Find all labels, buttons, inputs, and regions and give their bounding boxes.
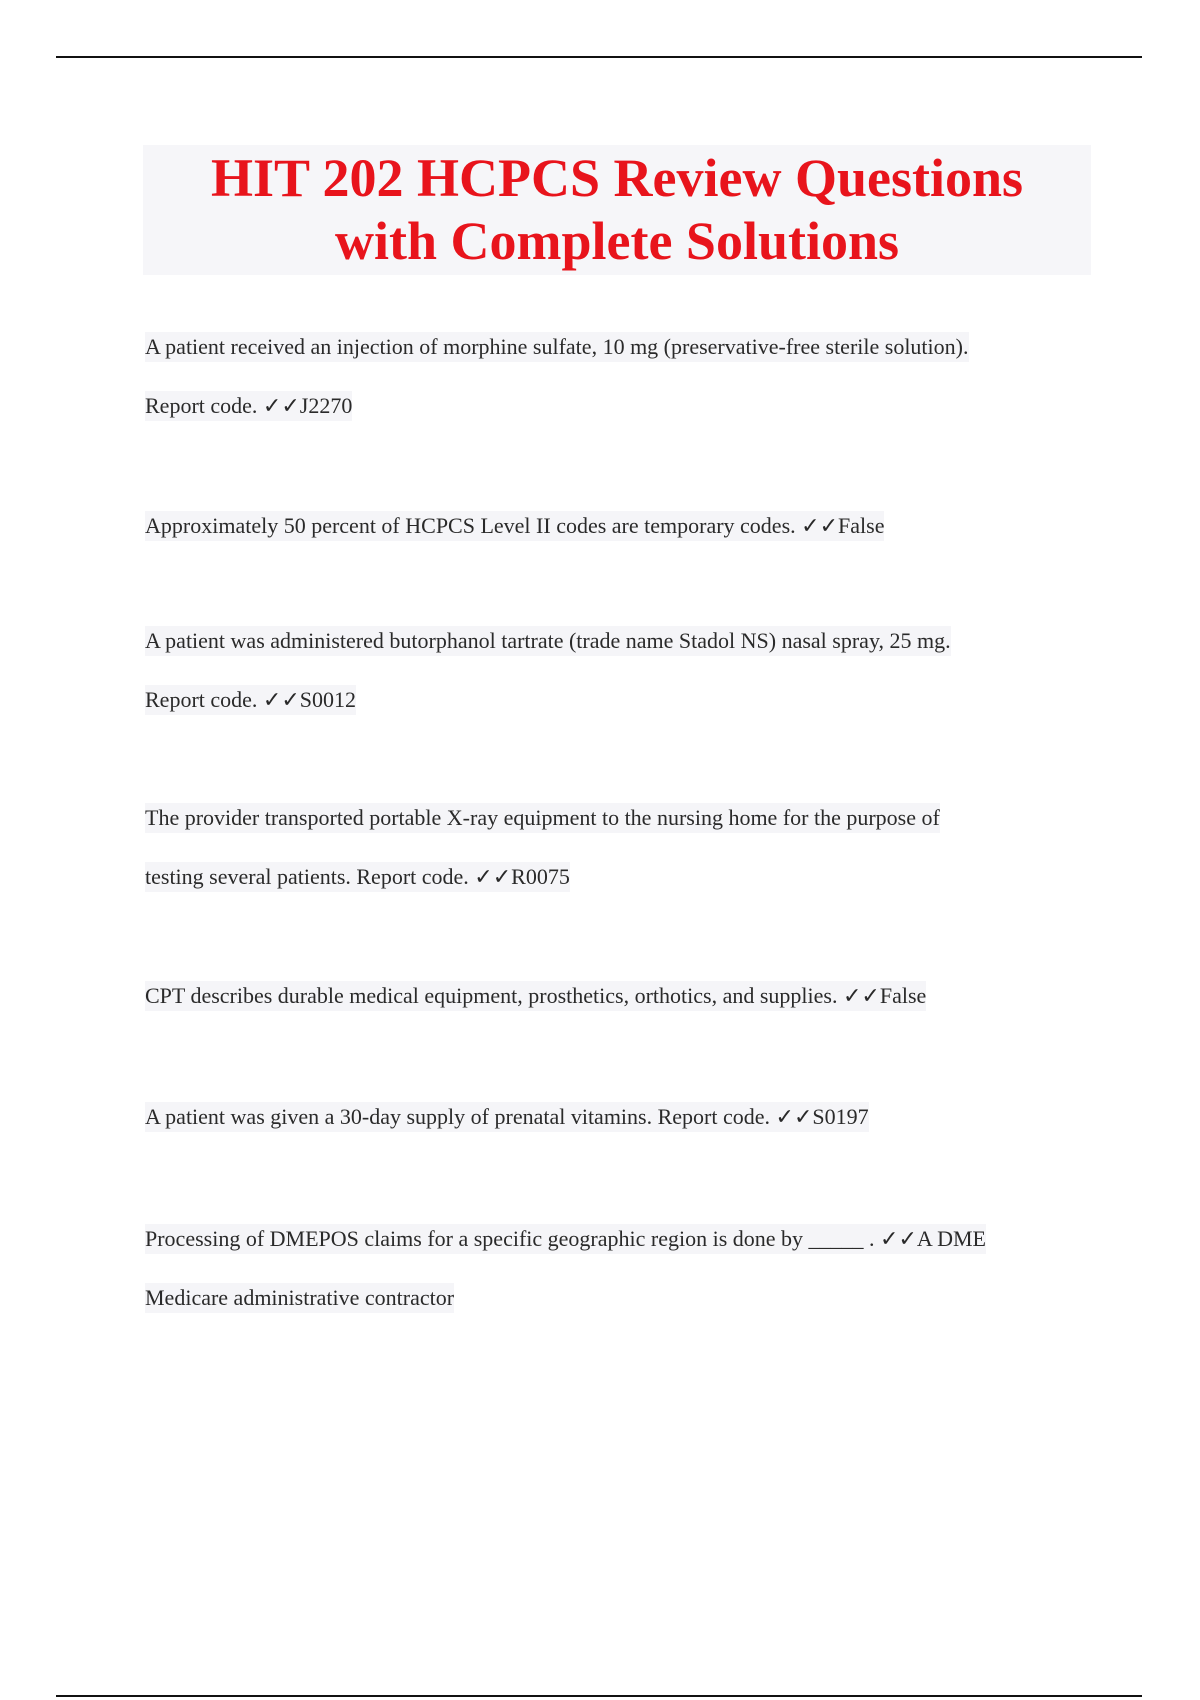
answer-text: Medicare administrative contractor: [145, 1283, 454, 1313]
answer-text: A DME: [917, 1224, 986, 1254]
qa-item-6: [145, 1104, 869, 1130]
question-text: CPT describes durable medical equipment, prosthetics, orthotics, and supplies.: [145, 981, 843, 1011]
qa-item-2: [145, 513, 884, 539]
answer-text: False: [838, 511, 884, 541]
answer-text: False: [880, 981, 926, 1011]
answer-text: S0012: [300, 685, 356, 715]
qa-item-5: [145, 983, 926, 1009]
question-text: testing several patients. Report code.: [145, 862, 474, 892]
question-text: The provider transported portable X-ray equipment to the nursing home for the purpose of: [145, 803, 940, 833]
question-text: Report code.: [145, 391, 263, 421]
document-title-line-1: HIT 202 HCPCS Review Questions: [210, 148, 1024, 208]
qa-item-1: [145, 334, 969, 419]
qa-item-3: [145, 628, 951, 713]
check-mark-icon: ✓✓: [474, 862, 511, 892]
check-mark-icon: ✓✓: [776, 1102, 813, 1132]
check-mark-icon: ✓✓: [263, 685, 300, 715]
question-text: A patient was administered butorphanol tartrate (trade name Stadol NS) nasal spray, 25 mg.: [145, 626, 951, 656]
check-mark-icon: ✓✓: [843, 981, 880, 1011]
check-mark-icon: ✓✓: [263, 391, 300, 421]
answer-text: R0075: [511, 862, 570, 892]
check-mark-icon: ✓✓: [880, 1224, 917, 1254]
question-text: A patient received an injection of morphine sulfate, 10 mg (preservative-free sterile solution).: [145, 332, 969, 362]
document-title-line-2: with Complete Solutions: [334, 211, 900, 271]
question-text: A patient was given a 30-day supply of prenatal vitamins. Report code.: [145, 1102, 776, 1132]
qa-item-4: [145, 805, 940, 890]
footer-rule: [56, 1695, 1142, 1697]
question-text: Approximately 50 percent of HCPCS Level II codes are temporary codes.: [145, 511, 801, 541]
header-rule: [56, 56, 1142, 58]
qa-item-7: [145, 1226, 986, 1311]
answer-text: S0197: [812, 1102, 868, 1132]
question-text: Report code.: [145, 685, 263, 715]
question-text: Processing of DMEPOS claims for a specific geographic region is done by _____ .: [145, 1224, 880, 1254]
title-banner: [143, 145, 1091, 275]
check-mark-icon: ✓✓: [801, 511, 838, 541]
answer-text: J2270: [300, 391, 353, 421]
